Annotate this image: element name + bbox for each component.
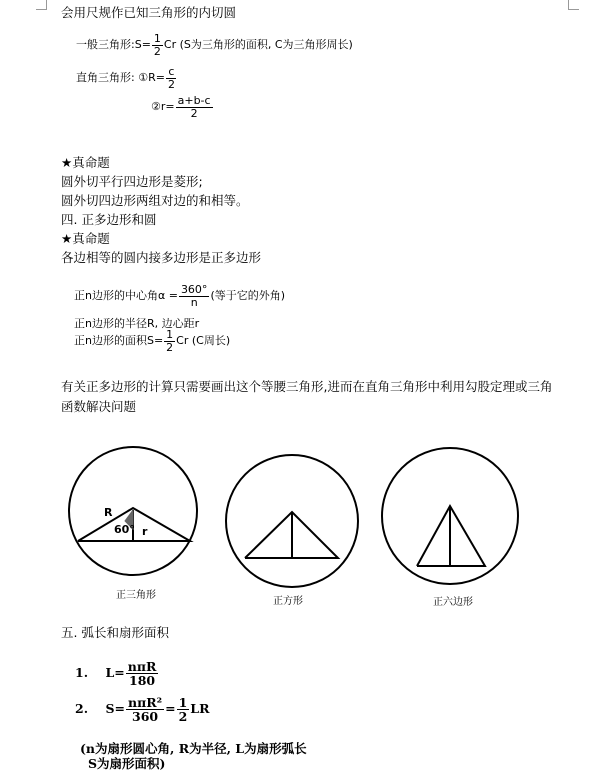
text-inscribed-polygon: 各边相等的圆内接多边形是正多边形 — [61, 250, 262, 265]
formula-general-triangle: 一般三角形:S= $\frac{1}{2}$ Cr (S为三角形的面积, C为三角形周长) — [76, 32, 353, 58]
formula-polygon-area: 正n边形的面积S= $\frac{1}{2}$ Cr (C周长) — [74, 328, 231, 354]
label-60-degrees: 60° — [114, 523, 135, 536]
formula-arc-length: 1. L= $\frac{\text{nπR}}{180}$ — [75, 659, 157, 689]
formula-central-angle: 正n边形的中心角α = $\frac{360^\circ}{n}$ (等于它的外角) — [74, 283, 286, 309]
figure-square — [226, 455, 358, 587]
true-proposition-heading: ★真命题 — [61, 155, 110, 170]
text-circumscribed-parallelogram: 圆外切平行四边形是菱形; — [61, 174, 203, 189]
formula-right-triangle-R: 直角三角形: ①R= $\frac{c}{2}$ — [76, 65, 175, 91]
corner-mark-top-left — [36, 0, 47, 10]
corner-mark-top-right — [568, 0, 579, 10]
formula-right-triangle-r: ②r= $\frac{a+b-c}{2}$ — [151, 94, 211, 120]
text-polygon-radius: 正n边形的半径R, 边心距r — [74, 317, 200, 330]
caption-equilateral-triangle: 正三角形 — [116, 590, 156, 601]
figure-regular-hexagon — [382, 448, 518, 584]
figure-equilateral-triangle — [69, 447, 197, 575]
label-R: R — [104, 506, 113, 519]
text-incircle-construction: 会用尺规作已知三角形的内切圆 — [61, 5, 237, 20]
true-proposition-heading-2: ★真命题 — [61, 231, 110, 246]
polygon-figures — [0, 430, 600, 620]
formula-sector-area: 2. S= $\frac{\text{nπR²}}{360}$ = $\frac{1}{2}$ LR — [75, 695, 210, 725]
caption-square: 正方形 — [273, 596, 303, 607]
text-calculation-note-2: 函数解决问题 — [61, 399, 137, 414]
section-heading-4: 四. 正多边形和圆 — [61, 212, 157, 227]
label-r: r — [142, 525, 148, 538]
text-sector-note-2: S为扇形面积) — [88, 756, 166, 771]
text-circumscribed-quadrilateral: 圆外切四边形两组对边的和相等。 — [61, 193, 249, 208]
text-sector-note-1: (n为扇形圆心角, R为半径, L为扇形弧长 — [80, 741, 307, 756]
text-calculation-note-1: 有关正多边形的计算只需要画出这个等腰三角形,进而在直角三角形中利用勾股定理或三角 — [61, 379, 553, 394]
section-heading-5: 五. 弧长和扇形面积 — [61, 625, 169, 640]
caption-regular-hexagon: 正六边形 — [433, 597, 473, 608]
